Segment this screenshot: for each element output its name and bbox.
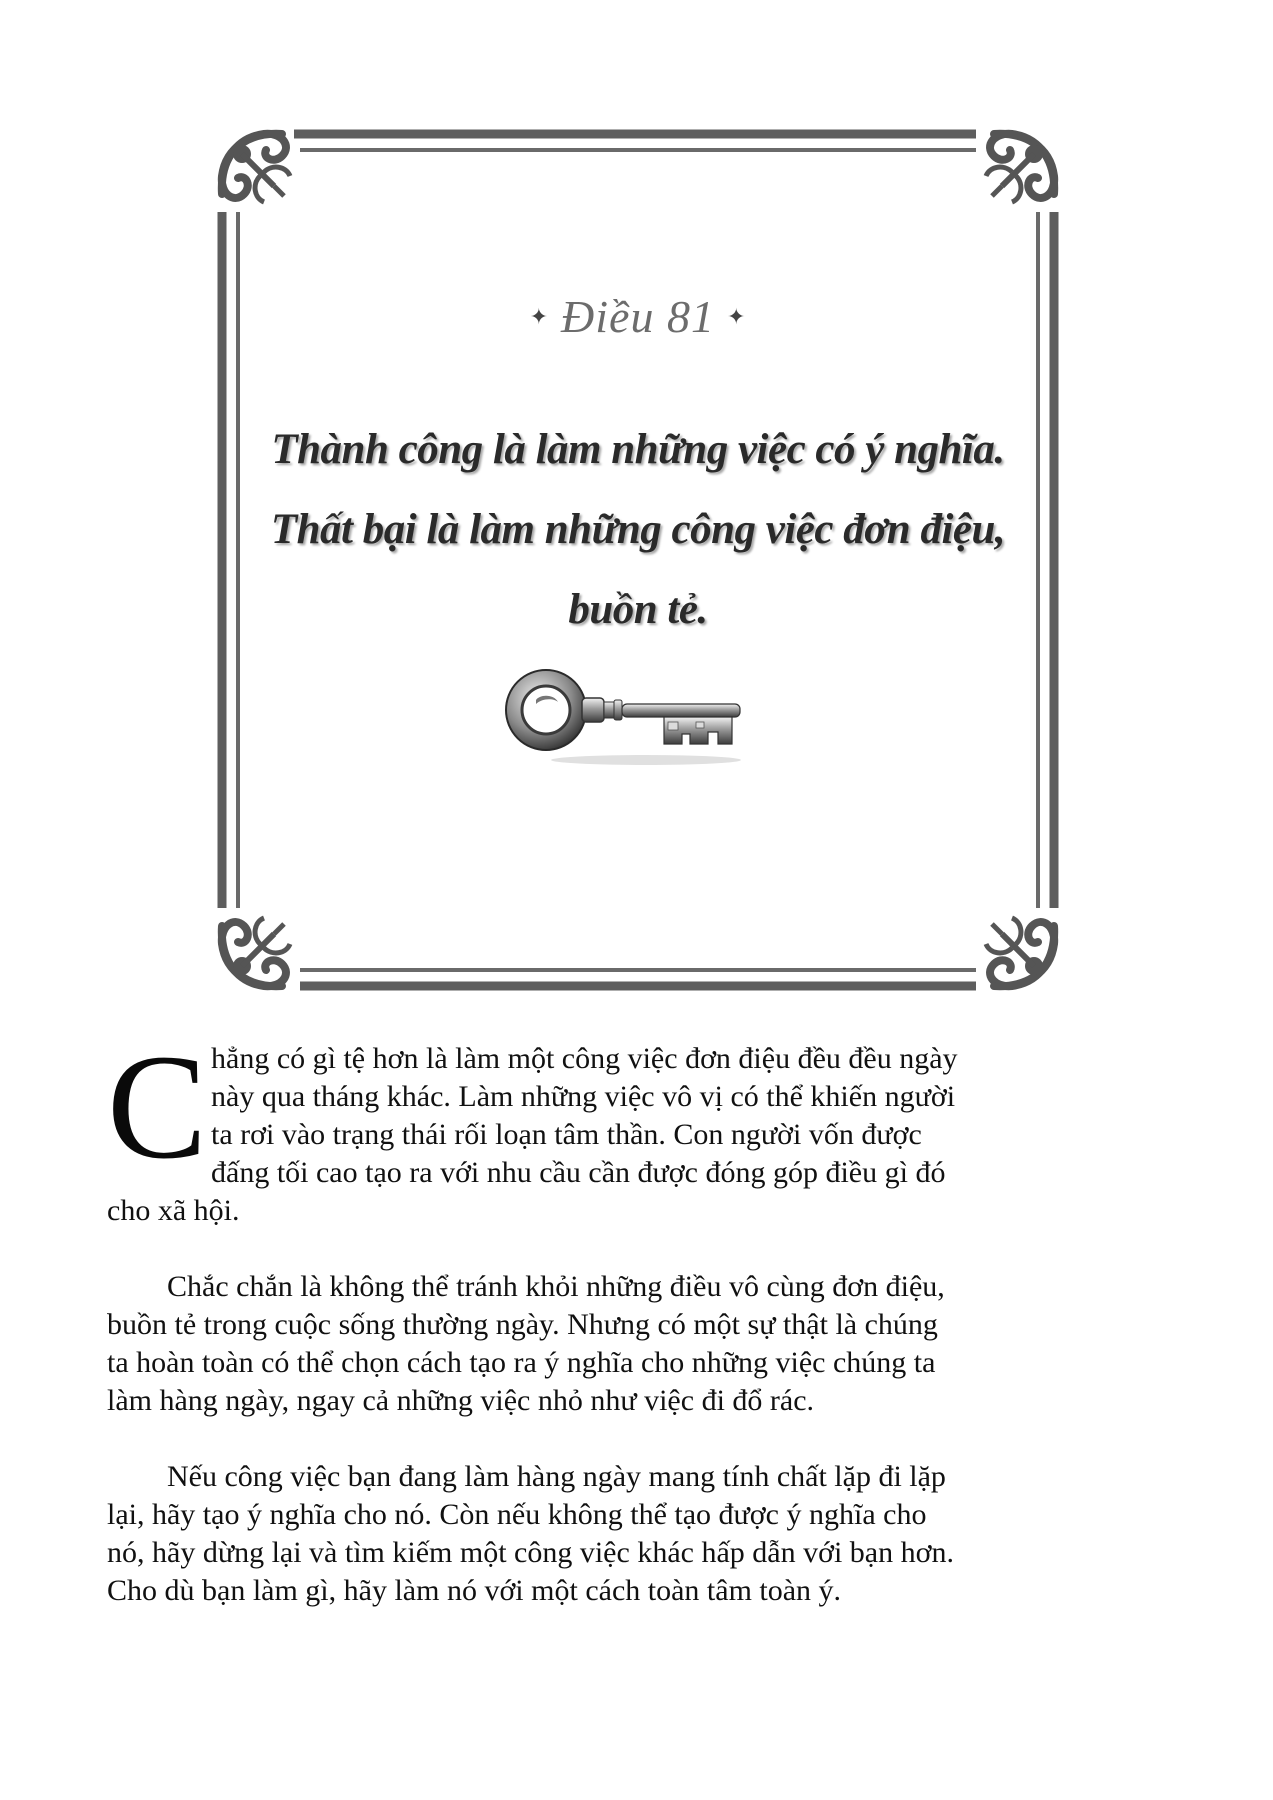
text-line: ta hoàn toàn có thể chọn cách tạo ra ý nghĩa cho những việc chúng ta (107, 1346, 936, 1379)
text-line: làm hàng ngày, ngay cả những việc nhỏ như việc đi đổ rác. (107, 1384, 815, 1417)
drop-cap: C (107, 1024, 208, 1190)
text-line: lại, hãy tạo ý nghĩa cho nó. Còn nếu không thể tạo được ý nghĩa cho (107, 1498, 927, 1531)
frame-content (208, 120, 1068, 1000)
paragraph-1 (107, 1024, 1187, 1230)
key-icon (496, 660, 756, 770)
ornamental-frame (208, 120, 1068, 1000)
text-line: hẳng có gì tệ hơn là làm một công việc đơn điệu đều đều ngày (211, 1042, 958, 1075)
text-line: nó, hãy dừng lại và tìm kiếm một công việc khác hấp dẫn với bạn hơn. (107, 1536, 954, 1569)
text-line: Chắc chắn là không thể tránh khỏi những điều vô cùng đơn điệu, (167, 1270, 945, 1303)
rule-heading-text: Điều 81 (561, 291, 715, 342)
quote-line: Thất bại là làm những công việc đơn điệu, (270, 506, 1006, 553)
text-line: ta rơi vào trạng thái rối loạn tâm thần. Con người vốn được (211, 1118, 922, 1151)
paragraph-3 (107, 1458, 1187, 1610)
article-body (107, 1024, 1187, 1648)
text-line: Nếu công việc bạn đang làm hàng ngày mang tính chất lặp đi lặp (167, 1460, 946, 1493)
quote-line: Thành công là làm những việc có ý nghĩa. (271, 426, 1005, 473)
paragraph-2 (107, 1268, 1187, 1420)
sparkle-icon: ✦ (726, 304, 747, 330)
sparkle-icon: ✦ (529, 304, 550, 330)
rule-quote (238, 410, 1038, 650)
text-line: cho xã hội. (107, 1194, 240, 1227)
text-line: buồn tẻ trong cuộc sống thường ngày. Nhưng có một sự thật là chúng (107, 1308, 938, 1341)
text-line: đấng tối cao tạo ra với nhu cầu cần được đóng góp điều gì đó (211, 1156, 946, 1189)
text-line: này qua tháng khác. Làm những việc vô vị có thể khiến người (211, 1080, 956, 1113)
rule-heading (208, 290, 1068, 343)
quote-line: buồn tẻ. (568, 586, 708, 633)
text-line: Cho dù bạn làm gì, hãy làm nó với một cách toàn tâm toàn ý. (107, 1574, 842, 1607)
